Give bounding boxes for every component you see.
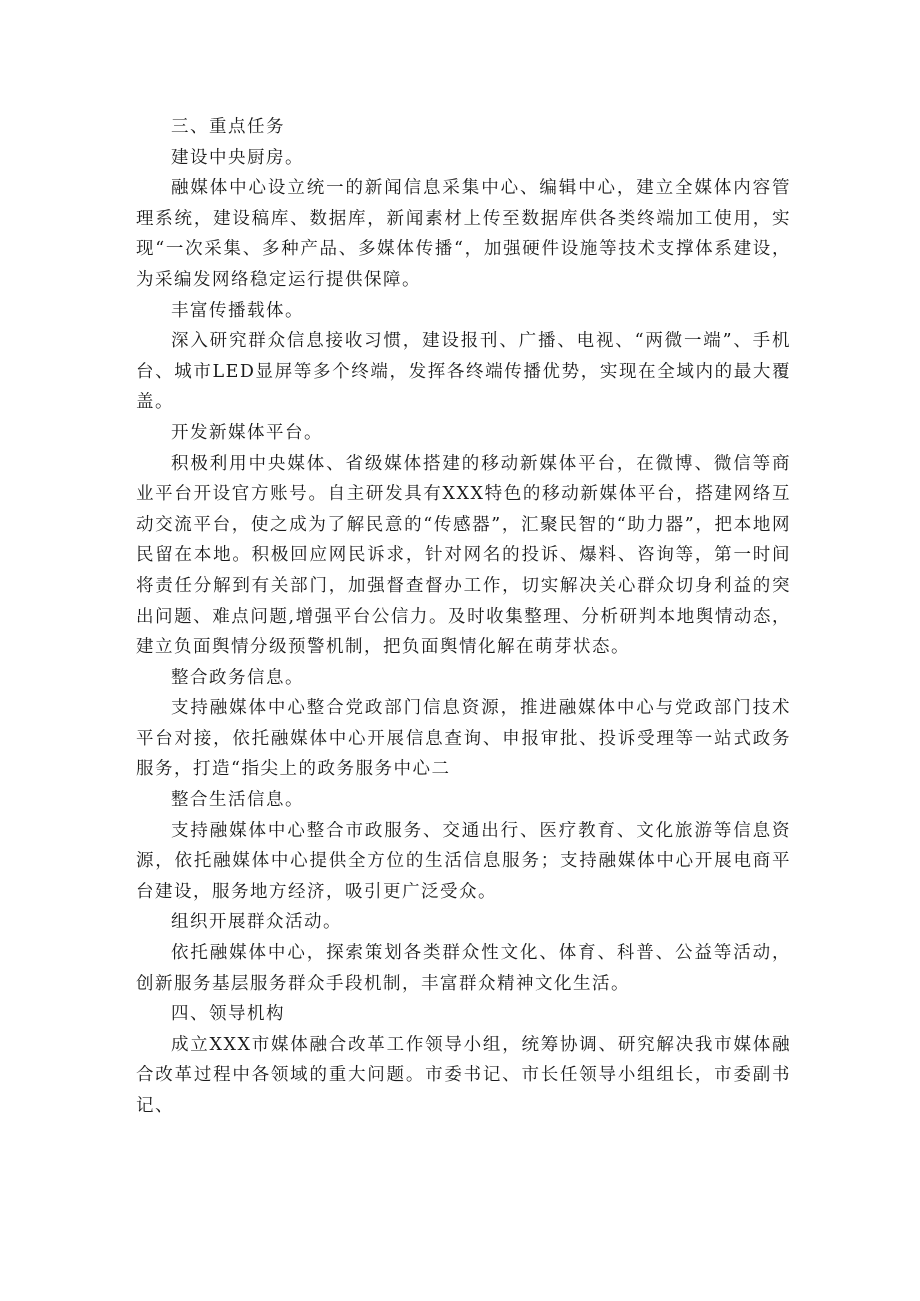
paragraph-channels: 深入研究群众信息接收习惯，建设报刊、广播、电视、“两微一端”、手机台、城市LED显屏等多个终端，发挥各终端传播优势，实现在全域内的最大覆盖。 [136, 331, 791, 413]
subheading-life-info: 整合生活信息。 [171, 790, 304, 811]
section-heading-leadership: 四、领导机构 [171, 1004, 285, 1025]
paragraph-central-kitchen: 融媒体中心设立统一的新闻信息采集中心、编辑中心，建立全媒体内容管理系统，建设稿库、数据库，新闻素材上传至数据库供各类终端加工使用，实现“一次采集、多种产品、多媒体传播“，加强硬件设施等技术支撑体系建设，为采编发网络稳定运行提供保障。 [136, 178, 791, 290]
subheading-new-media-platform: 开发新媒体平台。 [171, 422, 323, 443]
paragraph-life-info: 支持融媒体中心整合市政服务、交通出行、医疗教育、文化旅游等信息资源，依托融媒体中心提供全方位的生活信息服务；支持融媒体中心开展电商平台建设，服务地方经济，吸引更广泛受众。 [136, 820, 791, 902]
section-heading-key-tasks: 三、重点任务 [171, 117, 285, 137]
paragraph-public-activities: 依托融媒体中心，探索策划各类群众性文化、体育、科普、公益等活动，创新服务基层服务群众手段机制，丰富群众精神文化生活。 [136, 943, 791, 994]
subheading-government-info: 整合政务信息。 [171, 667, 304, 688]
document-body [136, 112, 791, 1122]
subheading-central-kitchen: 建设中央厨房。 [171, 147, 304, 168]
paragraph-government-info: 支持融媒体中心整合党政部门信息资源，推进融媒体中心与党政部门技术平台对接，依托融媒体中心开展信息查询、申报审批、投诉受理等一站式政务服务，打造“指尖上的政务服务中心二 [136, 698, 791, 780]
paragraph-leadership: 成立XXX市媒体融合改革工作领导小组，统筹协调、研究解决我市媒体融合改革过程中各领域的重大问题。市委书记、市长任领导小组组长，市委副书记、 [136, 1034, 791, 1116]
paragraph-new-media-platform: 积极利用中央媒体、省级媒体搭建的移动新媒体平台，在微博、微信等商业平台开设官方账号。自主研发具有XXX特色的移动新媒体平台，搭建网络互动交流平台，使之成为了解民意的“传感器”，汇聚民智的“助力器”，把本地网民留在本地。积极回应网民诉求，针对网名的投诉、爆料、咨询等，第一时间将责任分解到有关部门，加强督查督办工作，切实解决关心群众切身利益的突出问题、难点问题,增强平台公信力。及时收集整理、分析研判本地舆情动态，建立负面舆情分级预警机制，把负面舆情化解在萌芽状态。 [136, 453, 791, 658]
subheading-channels: 丰富传播载体。 [171, 300, 304, 321]
subheading-public-activities: 组织开展群众活动。 [171, 912, 342, 933]
